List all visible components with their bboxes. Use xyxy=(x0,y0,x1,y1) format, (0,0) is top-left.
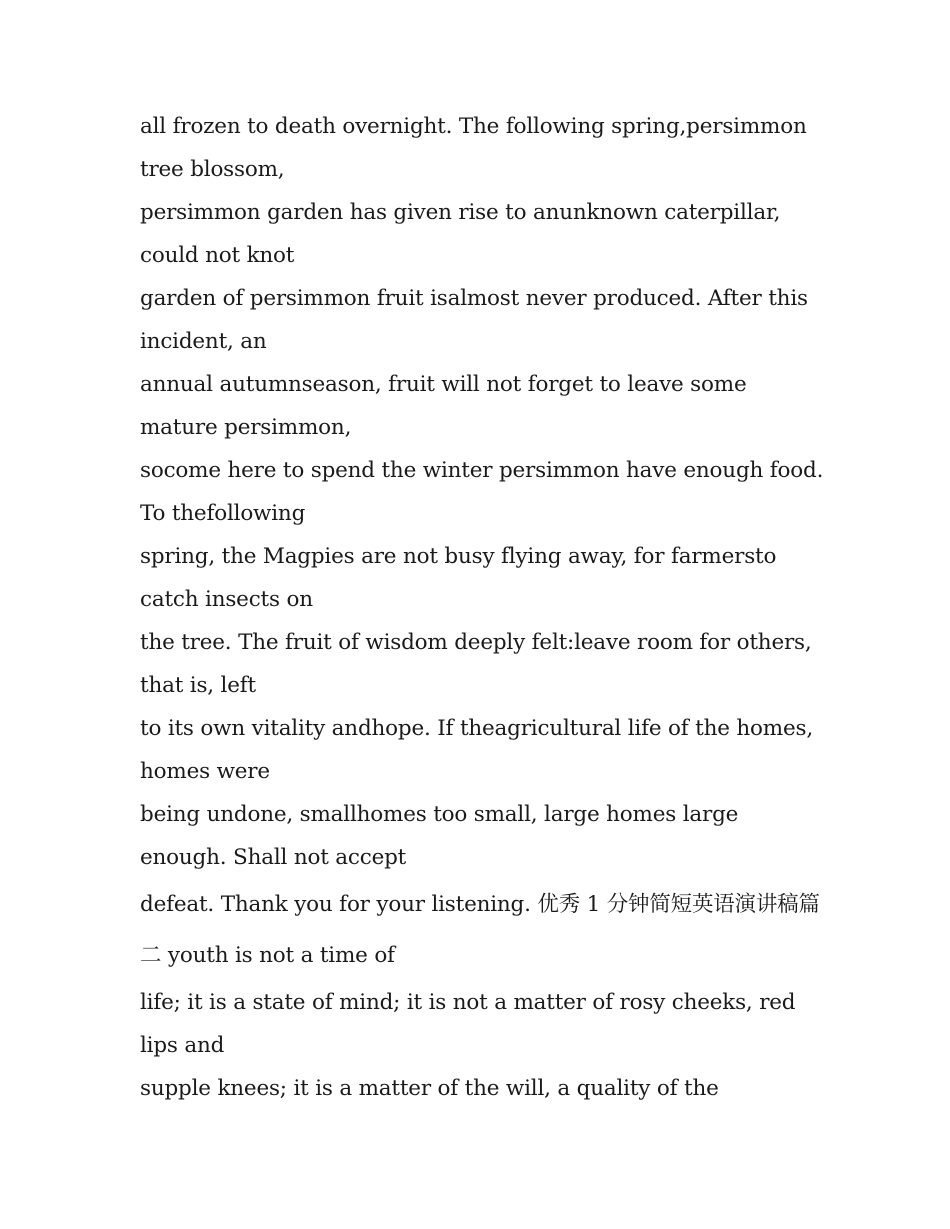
paragraph: garden of persimmon fruit isalmost never produced. After this incident, an xyxy=(140,286,808,354)
paragraph: the tree. The fruit of wisdom deeply felt:leave room for others, that is, left xyxy=(140,630,812,698)
document-body xyxy=(140,105,830,1110)
paragraph: annual autumnseason, fruit will not forget to leave some mature persimmon, xyxy=(140,372,747,440)
paragraph: to its own vitality andhope. If theagricultural life of the homes, homes were xyxy=(140,716,813,784)
paragraph: supple knees; it is a matter of the will, a quality of the xyxy=(140,1076,719,1101)
paragraph: being undone, smallhomes too small, large homes large enough. Shall not accept xyxy=(140,802,739,870)
paragraph: persimmon garden has given rise to anunknown caterpillar, could not knot xyxy=(140,200,781,268)
paragraph: defeat. Thank you for your listening. 优秀 1 分钟简短英语演讲稿篇二 youth is not a time of xyxy=(140,892,820,968)
paragraph: spring, the Magpies are not busy flying away, for farmersto catch insects on xyxy=(140,544,777,612)
paragraph: socome here to spend the winter persimmon have enough food. To thefollowing xyxy=(140,458,824,526)
paragraph: all frozen to death overnight. The following spring,persimmon tree blossom, xyxy=(140,114,807,182)
paragraph: life; it is a state of mind; it is not a matter of rosy cheeks, red lips and xyxy=(140,990,796,1058)
